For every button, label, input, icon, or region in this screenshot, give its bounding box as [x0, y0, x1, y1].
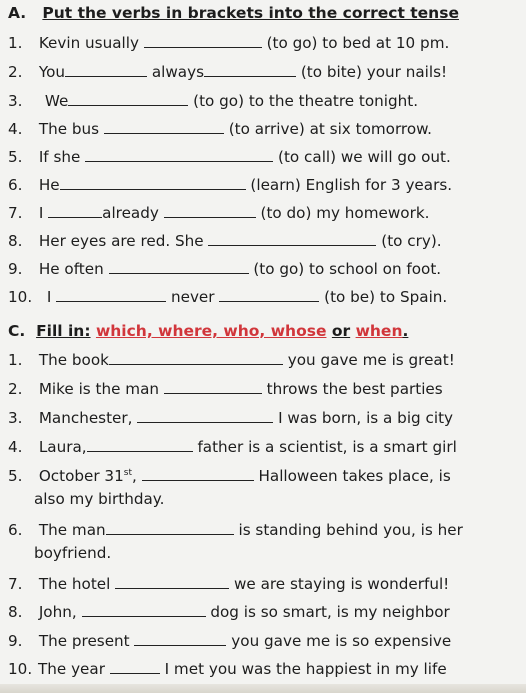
- item-text-after: (to go) to the theatre tonight.: [193, 92, 419, 110]
- item-number: 3.: [8, 409, 23, 427]
- answer-blank[interactable]: [142, 468, 254, 481]
- item-text: Kevin usually: [38, 34, 139, 52]
- item-number: 10.: [8, 288, 33, 306]
- a-item-2: [8, 62, 447, 82]
- answer-blank[interactable]: [144, 35, 262, 48]
- item-text-after: (to be) to Spain.: [324, 288, 448, 306]
- answer-blank[interactable]: [115, 576, 229, 589]
- section-a-heading: [8, 3, 459, 23]
- item-number: 9.: [8, 260, 23, 278]
- item-text: The present: [38, 632, 130, 650]
- c-item-9: [8, 631, 451, 651]
- item-number: 4.: [8, 438, 23, 456]
- item-text: We: [44, 92, 69, 110]
- answer-blank[interactable]: [134, 633, 226, 646]
- a-item-3: [8, 91, 418, 111]
- answer-blank[interactable]: [65, 64, 147, 77]
- answer-blank[interactable]: [87, 439, 193, 452]
- item-text-after: (to call) we will go out.: [278, 148, 451, 166]
- item-number: 2.: [8, 63, 23, 81]
- a-item-5: [8, 147, 451, 167]
- answer-blank[interactable]: [56, 289, 166, 302]
- item-text: Mike is the man: [38, 380, 160, 398]
- item-number: 5.: [8, 467, 23, 485]
- item-adverb: already: [102, 204, 159, 222]
- c-item-8: [8, 602, 450, 622]
- item-number: 6.: [8, 176, 23, 194]
- c-item-3: [8, 408, 453, 428]
- ordinal-suffix: st: [123, 467, 132, 478]
- answer-blank[interactable]: [208, 233, 376, 246]
- item-text-after: Halloween takes place, is: [258, 467, 451, 485]
- section-c-or: or: [331, 322, 351, 340]
- answer-blank[interactable]: [106, 522, 234, 535]
- section-c-when: when: [355, 322, 403, 340]
- item-text: You: [38, 63, 66, 81]
- item-text: The hotel: [38, 575, 111, 593]
- item-text: Laura,: [38, 438, 87, 456]
- item-text: also my birthday.: [34, 490, 165, 508]
- item-text-after: (to arrive) at six tomorrow.: [228, 120, 432, 138]
- item-number: 8.: [8, 232, 23, 250]
- answer-blank[interactable]: [82, 604, 206, 617]
- a-item-7: [8, 203, 429, 223]
- c-item-10: [8, 659, 447, 679]
- c-item-4: [8, 437, 457, 457]
- answer-blank-2[interactable]: [164, 205, 256, 218]
- item-number: 7.: [8, 575, 23, 593]
- item-number: 1.: [8, 34, 23, 52]
- item-text: Manchester,: [38, 409, 133, 427]
- item-text-after: dog is so smart, is my neighbor: [210, 603, 450, 621]
- c-item-2: [8, 379, 443, 399]
- answer-blank-2[interactable]: [204, 64, 296, 77]
- item-text-after: (to do) my homework.: [260, 204, 430, 222]
- answer-blank[interactable]: [164, 381, 262, 394]
- item-text-after: I was born, is a big city: [278, 409, 454, 427]
- answer-blank[interactable]: [110, 661, 160, 674]
- answer-blank[interactable]: [85, 149, 273, 162]
- answer-blank-2[interactable]: [219, 289, 319, 302]
- item-text: I: [46, 288, 52, 306]
- answer-blank[interactable]: [60, 177, 246, 190]
- item-text: The book: [38, 351, 109, 369]
- section-a-title: Put the verbs in brackets into the correct tense: [42, 4, 459, 22]
- c-item-5-continued: [34, 489, 164, 509]
- item-text: Her eyes are red. She: [38, 232, 204, 250]
- item-text: John,: [38, 603, 77, 621]
- c-item-1: [8, 350, 455, 370]
- section-c-relative-words: which, where, who, whose: [95, 322, 327, 340]
- section-c-period: .: [402, 322, 409, 340]
- item-text-after: (to go) to school on foot.: [253, 260, 442, 278]
- section-c-heading: [8, 321, 408, 341]
- item-text: boyfriend.: [34, 544, 112, 562]
- c-item-6: [8, 520, 463, 540]
- a-item-9: [8, 259, 441, 279]
- item-number: 6.: [8, 521, 23, 539]
- answer-blank[interactable]: [68, 93, 188, 106]
- item-text-after: is standing behind you, is her: [238, 521, 463, 539]
- item-number: 10.: [8, 660, 33, 678]
- a-item-6: [8, 175, 452, 195]
- item-text-after: you gave me is so expensive: [231, 632, 452, 650]
- item-number: 3.: [8, 92, 23, 110]
- item-number: 7.: [8, 204, 23, 222]
- item-text-after: father is a scientist, is a smart girl: [197, 438, 457, 456]
- item-text-after: (to go) to bed at 10 pm.: [266, 34, 450, 52]
- a-item-4: [8, 119, 432, 139]
- c-item-5: [8, 466, 451, 486]
- item-text: He: [38, 176, 60, 194]
- item-number: 5.: [8, 148, 23, 166]
- answer-blank[interactable]: [104, 121, 224, 134]
- a-item-1: [8, 33, 449, 53]
- section-a-letter: A.: [8, 4, 27, 22]
- answer-blank[interactable]: [109, 352, 283, 365]
- answer-blank[interactable]: [48, 205, 102, 218]
- page-edge: [0, 684, 526, 693]
- item-text-after: you gave me is great!: [287, 351, 455, 369]
- answer-blank[interactable]: [109, 261, 249, 274]
- item-text-after: (learn) English for 3 years.: [250, 176, 453, 194]
- item-text: October 31: [38, 467, 124, 485]
- a-item-10: [8, 287, 447, 307]
- item-text-after: (to cry).: [381, 232, 442, 250]
- item-text-after: throws the best parties: [266, 380, 443, 398]
- c-item-6-continued: [34, 543, 111, 563]
- item-text: If she: [38, 148, 81, 166]
- item-text: The man: [38, 521, 106, 539]
- item-number: 8.: [8, 603, 23, 621]
- section-c-title-prefix: Fill in:: [36, 322, 91, 340]
- answer-blank[interactable]: [137, 410, 273, 423]
- item-comma: ,: [131, 467, 137, 485]
- item-text: I: [38, 204, 44, 222]
- item-text: The year: [38, 660, 105, 678]
- item-adverb: always: [151, 63, 204, 81]
- item-adverb: never: [170, 288, 215, 306]
- item-number: 2.: [8, 380, 23, 398]
- item-number: 4.: [8, 120, 23, 138]
- section-c-letter: C.: [8, 322, 26, 340]
- item-text: He often: [38, 260, 104, 278]
- item-text-after: I met you was the happiest in my life: [164, 660, 447, 678]
- item-text: The bus: [38, 120, 100, 138]
- item-number: 9.: [8, 632, 23, 650]
- item-text-after: we are staying is wonderful!: [234, 575, 450, 593]
- item-number: 1.: [8, 351, 23, 369]
- item-text-after: (to bite) your nails!: [300, 63, 448, 81]
- c-item-7: [8, 574, 449, 594]
- a-item-8: [8, 231, 442, 251]
